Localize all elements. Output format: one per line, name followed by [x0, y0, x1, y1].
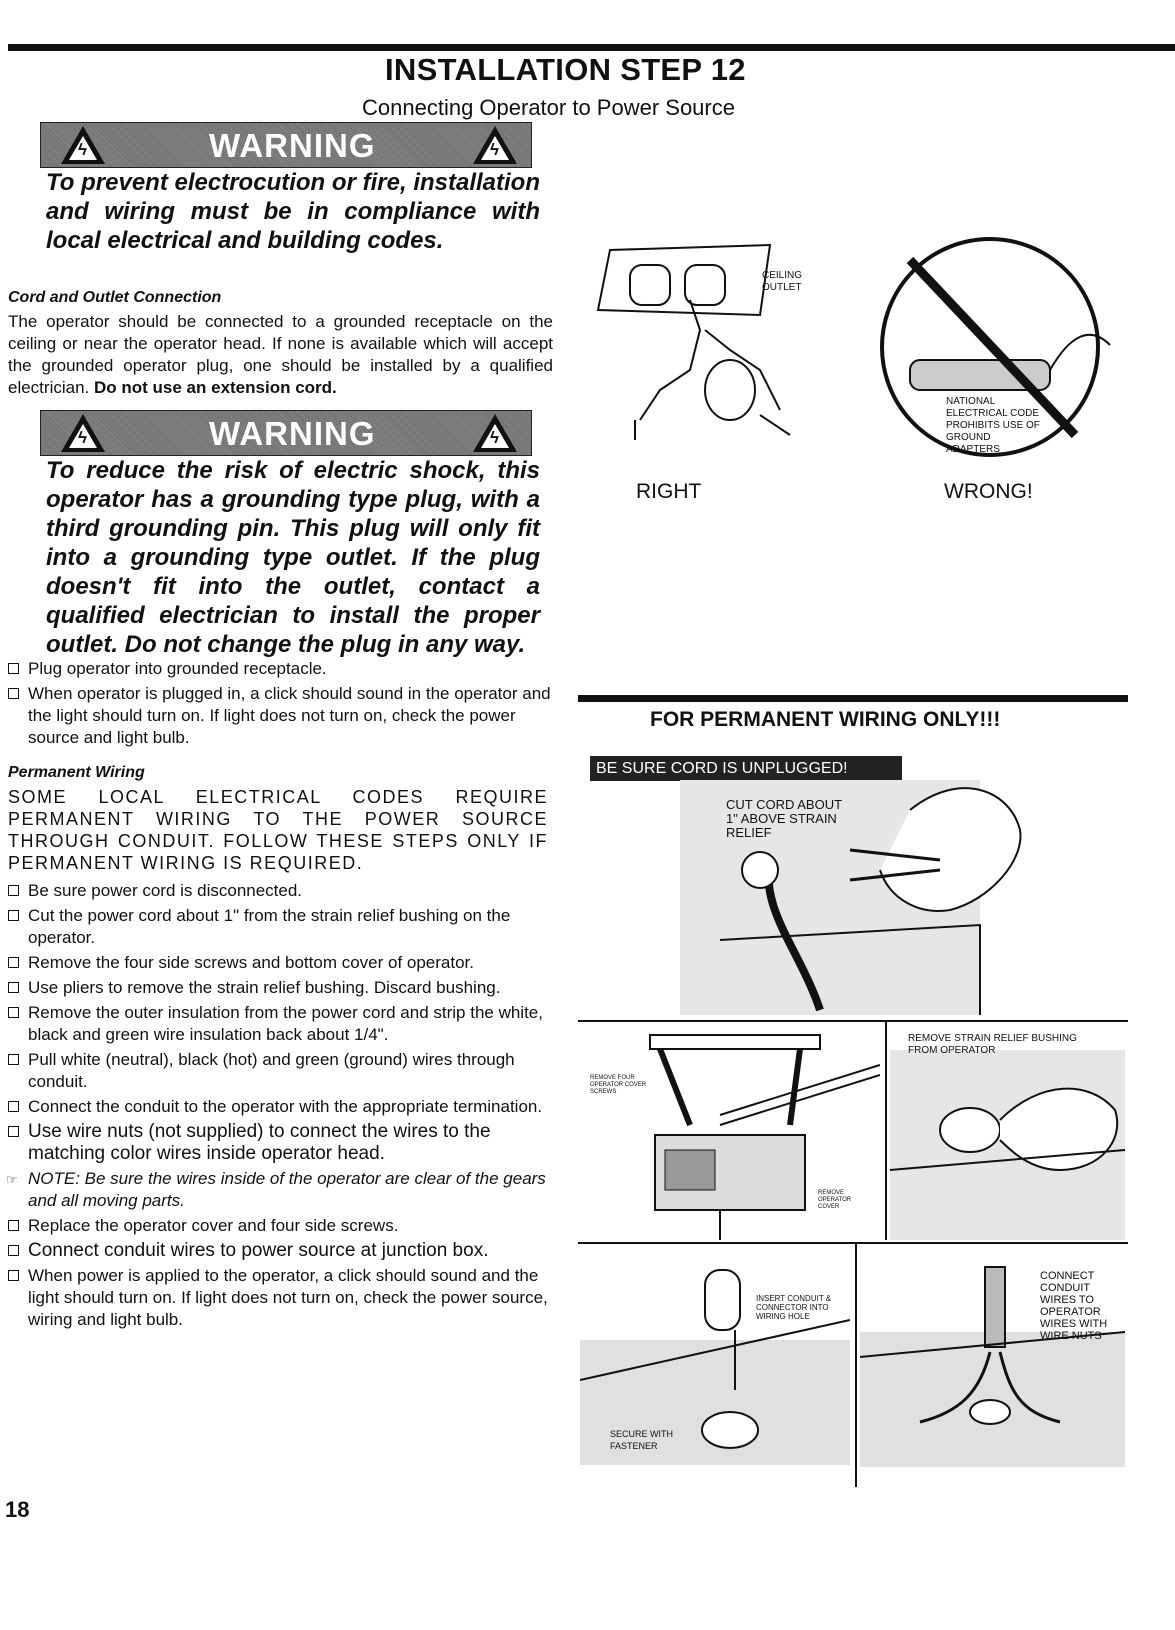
warning-label: WARNING	[209, 127, 376, 164]
remove-screws-caption: REMOVE FOUR OPERATOR COVER SCREWS	[590, 1075, 647, 1095]
list-item: Cut the power cord about 1" from the strain relief bushing on the operator.	[8, 905, 553, 949]
nec-note-caption: NATIONAL ELECTRICAL CODE PROHIBITS USE OF GROUND ADAPTERS	[946, 396, 1040, 455]
checkbox-icon	[8, 1126, 19, 1137]
note-item: ☞ NOTE: Be sure the wires inside of the operator are clear of the gears and all moving parts.	[6, 1169, 546, 1210]
list-item: Connect the conduit to the operator with the appropriate termination.	[8, 1096, 553, 1118]
insert-conduit-caption: INSERT CONDUIT & CONNECTOR INTO WIRING HOLE	[756, 1294, 832, 1321]
list-item: Remove the outer insulation from the power cord and strip the white, black and green wire insulation back about 1/4".	[8, 1002, 553, 1046]
list-item: When operator is plugged in, a click should sound in the operator and the light should turn on. If light does not turn on, check the power source and light bulb.	[8, 683, 553, 749]
warning-banner: ϟ WARNING ϟ	[40, 122, 532, 168]
list-item: Pull white (neutral), black (hot) and green (ground) wires through conduit.	[8, 1049, 553, 1093]
checkbox-icon	[8, 982, 19, 993]
page-subtitle: Connecting Operator to Power Source	[362, 95, 735, 120]
list-item: When power is applied to the operator, a click should sound and the light should turn on. If light does not turn on, check the power source, wiring and light bulb.	[8, 1265, 553, 1331]
list-item: Replace the operator cover and four side screws.	[8, 1215, 553, 1237]
checkbox-icon	[8, 957, 19, 968]
permanent-wiring-title: FOR PERMANENT WIRING ONLY!!!	[650, 708, 1001, 731]
remove-bushing-caption: REMOVE STRAIN RELIEF BUSHING FROM OPERATOR	[908, 1033, 1077, 1056]
permanent-checklist	[8, 880, 553, 1334]
page-title: INSTALLATION STEP 12	[385, 52, 746, 87]
top-rule	[8, 44, 1175, 51]
checkbox-icon	[8, 688, 19, 699]
figure-divider	[578, 1242, 1128, 1244]
checkbox-icon	[8, 1054, 19, 1065]
right-label: RIGHT	[636, 480, 702, 503]
wrong-label: WRONG!	[944, 480, 1033, 503]
section-heading: Permanent Wiring	[8, 764, 145, 781]
checkbox-icon	[8, 663, 19, 674]
ceiling-outlet-caption: CEILING OUTLET	[762, 270, 803, 293]
permanent-wiring-caps: SOME LOCAL ELECTRICAL CODES REQUIRE PERMANENT WIRING TO THE POWER SOURCE THROUGH CONDUIT. FOLLOW THESE STEPS ONLY IF PERMANENT WIRING IS REQUIRED.	[8, 787, 548, 873]
remove-bushing-illustration	[890, 1050, 1125, 1240]
unplug-banner: BE SURE CORD IS UNPLUGGED!	[590, 756, 902, 781]
connect-wires-caption: CONNECT CONDUIT WIRES TO OPERATOR WIRES WITH WIRE NUTS	[1040, 1270, 1108, 1342]
pointing-hand-icon: ☞	[6, 1172, 18, 1187]
checkbox-icon	[8, 1101, 19, 1112]
permanent-rule	[578, 695, 1128, 702]
list-item: Connect conduit wires to power source at junction box.	[8, 1240, 553, 1262]
checkbox-icon	[8, 885, 19, 896]
checkbox-icon	[8, 910, 19, 921]
list-item: Plug operator into grounded receptacle.	[8, 658, 553, 680]
list-item: Be sure power cord is disconnected.	[8, 880, 553, 902]
list-item: Use wire nuts (not supplied) to connect the wires to the matching color wires inside operator head.	[8, 1121, 553, 1165]
warning-text: To reduce the risk of electric shock, this operator has a grounding type plug, with a third grounding pin. This plug will only fit into a grounding type outlet. If the plug doesn't fit into the outlet, contact a qualified electrician to install the proper outlet. Do not change the plug in any way.	[46, 457, 540, 658]
checkbox-icon	[8, 1220, 19, 1231]
warning-banner: ϟ WARNING ϟ	[40, 410, 532, 456]
cord-outlet-paragraph: The operator should be connected to a grounded receptacle on the ceiling or near the operator head. If none is available which will accept the grounded operator plug, one should be installed by a qualified electrician. Do not use an extension cord.	[8, 312, 553, 397]
secure-fastener-caption: SECURE WITH FASTENER	[610, 1429, 673, 1451]
list-item: Remove the four side screws and bottom cover of operator.	[8, 952, 553, 974]
figure-divider	[855, 1242, 857, 1487]
page-number: 18	[5, 1497, 30, 1522]
figure-divider	[885, 1020, 887, 1240]
checkbox-icon	[8, 1007, 19, 1018]
list-item: Use pliers to remove the strain relief bushing. Discard bushing.	[8, 977, 553, 999]
checkbox-icon	[8, 1245, 19, 1256]
plug-checklist	[8, 658, 553, 752]
cut-cord-illustration	[680, 750, 1120, 1015]
warning-label: WARNING	[209, 415, 376, 452]
figure-divider	[578, 1020, 1128, 1022]
remove-cover-caption: REMOVE OPERATOR COVER	[818, 1190, 852, 1210]
no-extension-cord-emphasis: Do not use an extension cord.	[94, 378, 337, 397]
cut-cord-caption: CUT CORD ABOUT 1" ABOVE STRAIN RELIEF	[726, 797, 842, 840]
checkbox-icon	[8, 1270, 19, 1281]
warning-text: To prevent electrocution or fire, installation and wiring must be in compliance with local electrical and building codes.	[46, 169, 540, 254]
section-heading: Cord and Outlet Connection	[8, 289, 222, 306]
